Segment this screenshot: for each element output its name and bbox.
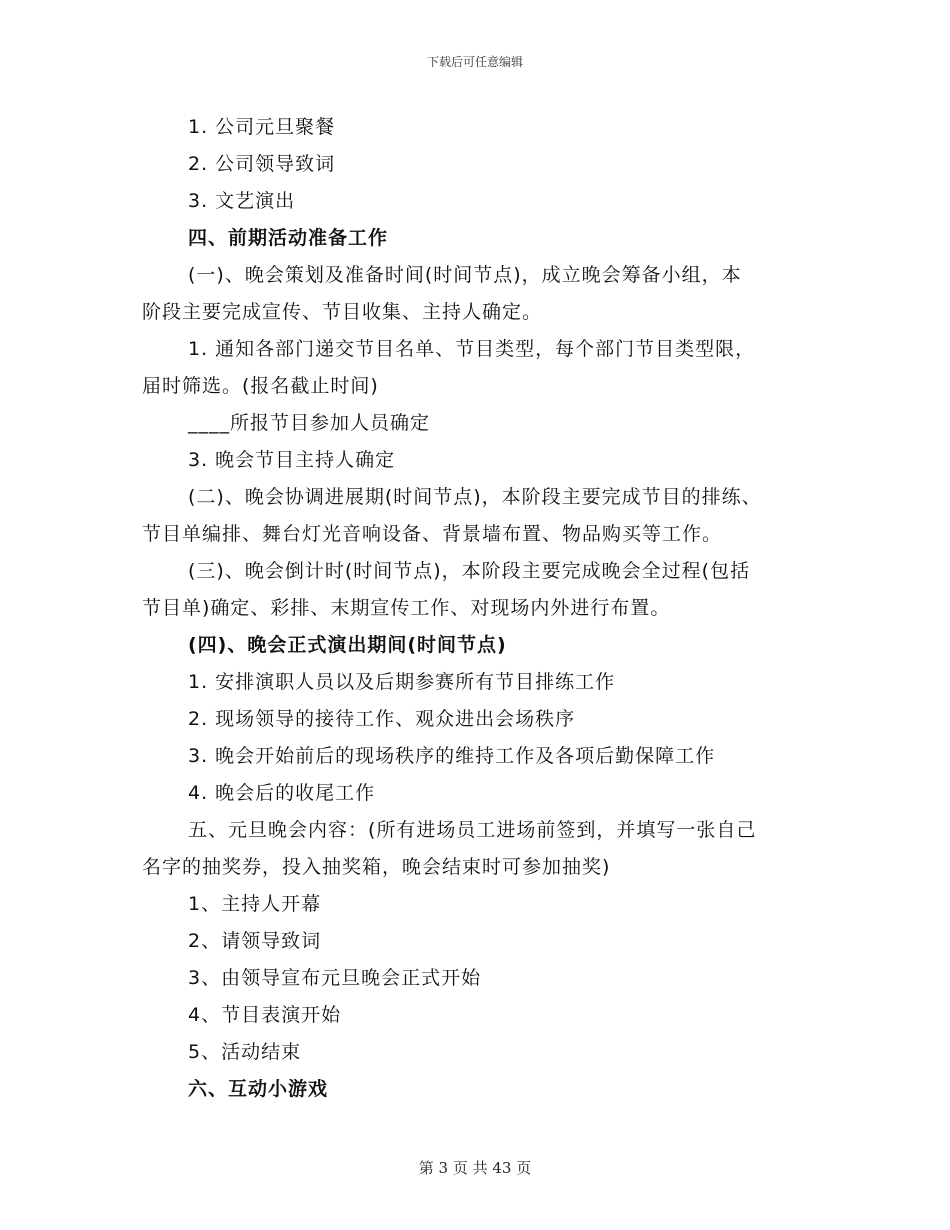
- list-item: 1、主持人开幕: [188, 893, 322, 915]
- list-item: 3. 晚会节目主持人确定: [188, 449, 396, 471]
- paragraph-line: 五、元旦晚会内容：(所有进场员工进场前签到，并填写一张自己: [188, 819, 757, 841]
- paragraph-line: 名字的抽奖券，投入抽奖箱，晚会结束时可参加抽奖): [142, 856, 611, 878]
- page-header: 下载后可任意编辑: [426, 55, 523, 69]
- list-item: 3. 晚会开始前后的现场秩序的维持工作及各项后勤保障工作: [188, 745, 716, 767]
- list-item: 1. 安排演职人员以及后期参赛所有节目排练工作: [188, 671, 616, 693]
- list-item: 4、节目表演开始: [188, 1004, 342, 1026]
- section-heading: (四)、晚会正式演出期间(时间节点): [188, 634, 507, 656]
- paragraph-line: 届时筛选。(报名截止时间): [142, 375, 379, 397]
- list-item: 3. 文艺演出: [188, 190, 296, 212]
- list-item: 2. 现场领导的接待工作、观众进出会场秩序: [188, 708, 576, 730]
- list-item: 5、活动结束: [188, 1041, 302, 1063]
- list-item: 3、由领导宣布元旦晚会正式开始: [188, 967, 482, 989]
- list-item: 2、请领导致词: [188, 930, 322, 952]
- section-heading: 四、前期活动准备工作: [188, 227, 389, 249]
- paragraph-line: (二)、晚会协调进展期(时间节点)，本阶段主要完成节目的排练、: [188, 486, 762, 508]
- list-item: 2. 公司领导致词: [188, 153, 336, 175]
- paragraph-line: 1. 通知各部门递交节目名单、节目类型，每个部门节目类型限，: [188, 338, 756, 360]
- list-item: 4. 晚会后的收尾工作: [188, 782, 376, 804]
- paragraph-line: (三)、晚会倒计时(时间节点)，本阶段主要完成晚会全过程(包括: [188, 560, 751, 582]
- list-item: ____所报节目参加人员确定: [188, 412, 431, 434]
- list-item: 1. 公司元旦聚餐: [188, 116, 336, 138]
- paragraph-line: 节目单编排、舞台灯光音响设备、背景墙布置、物品购买等工作。: [142, 523, 723, 545]
- section-heading: 六、互动小游戏: [188, 1078, 329, 1100]
- page-footer: 第 3 页 共 43 页: [418, 1159, 532, 1177]
- paragraph-line: (一)、晚会策划及准备时间(时间节点)，成立晚会筹备小组，本: [188, 264, 742, 286]
- paragraph-line: 节目单)确定、彩排、末期宣传工作、对现场内外进行布置。: [142, 597, 671, 619]
- paragraph-line: 阶段主要完成宣传、节目收集、主持人确定。: [142, 301, 543, 323]
